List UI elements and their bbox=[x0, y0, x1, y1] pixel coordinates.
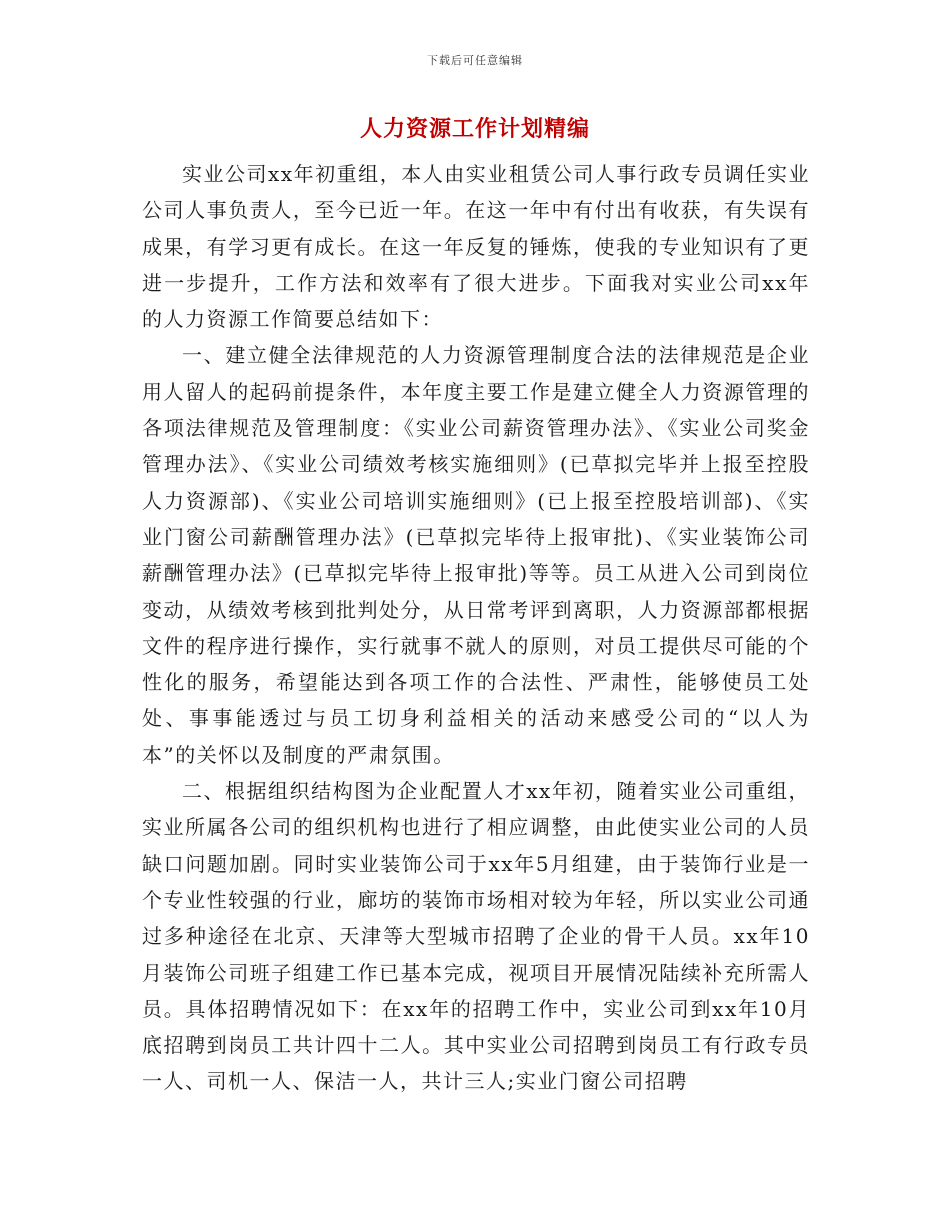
document-body bbox=[142, 156, 810, 1100]
document-title: 人力资源工作计划精编 bbox=[359, 116, 590, 142]
header-note: 下载后可任意编辑 bbox=[427, 54, 523, 67]
paragraph-intro: 实业公司xx年初重组，本人由实业租赁公司人事行政专员调任实业公司人事负责人，至今已近一年。在这一年中有付出有收获，有失误有成果，有学习更有成长。在这一年反复的锤炼，使我的专业知识有了更进一步提升，工作方法和效率有了很大进步。下面我对实业公司xx年的人力资源工作简要总结如下： bbox=[142, 162, 810, 332]
paragraph-section-one: 一、建立健全法律规范的人力资源管理制度合法的法律规范是企业用人留人的起码前提条件，本年度主要工作是建立健全人力资源管理的各项法律规范及管理制度：《实业公司薪资管理办法》、《实业公司奖金管理办法》、《实业公司绩效考核实施细则》(已草拟完毕并上报至控股人力资源部)、《实业公司培训实施细则》(已上报至控股培训部)、《实业门窗公司薪酬管理办法》(已草拟完毕待上报审批)、《实业装饰公司薪酬管理办法》(已草拟完毕待上报审批)等等。员工从进入公司到岗位变动，从绩效考核到批判处分，从日常考评到离职，人力资源部都根据文件的程序进行操作，实行就事不就人的原则，对员工提供尽可能的个性化的服务，希望能达到各项工作的合法性、严肃性，能够使员工处处、事事能透过与员工切身利益相关的活动来感受公司的“以人为本”的关怀以及制度的严肃氛围。 bbox=[142, 343, 810, 767]
paragraph-section-two: 二、根据组织结构图为企业配置人才xx年初，随着实业公司重组，实业所属各公司的组织机构也进行了相应调整，由此使实业公司的人员缺口问题加剧。同时实业装饰公司于xx年5月组建，由于装饰行业是一个专业性较强的行业，廊坊的装饰市场相对较为年轻，所以实业公司通过多种途径在北京、天津等大型城市招聘了企业的骨干人员。xx年10月装饰公司班子组建工作已基本完成，视项目开展情况陆续补充所需人员。具体招聘情况如下：在xx年的招聘工作中，实业公司到xx年10月底招聘到岗员工共计四十二人。其中实业公司招聘到岗员工有行政专员一人、司机一人、保洁一人，共计三人;实业门窗公司招聘 bbox=[142, 779, 810, 1094]
